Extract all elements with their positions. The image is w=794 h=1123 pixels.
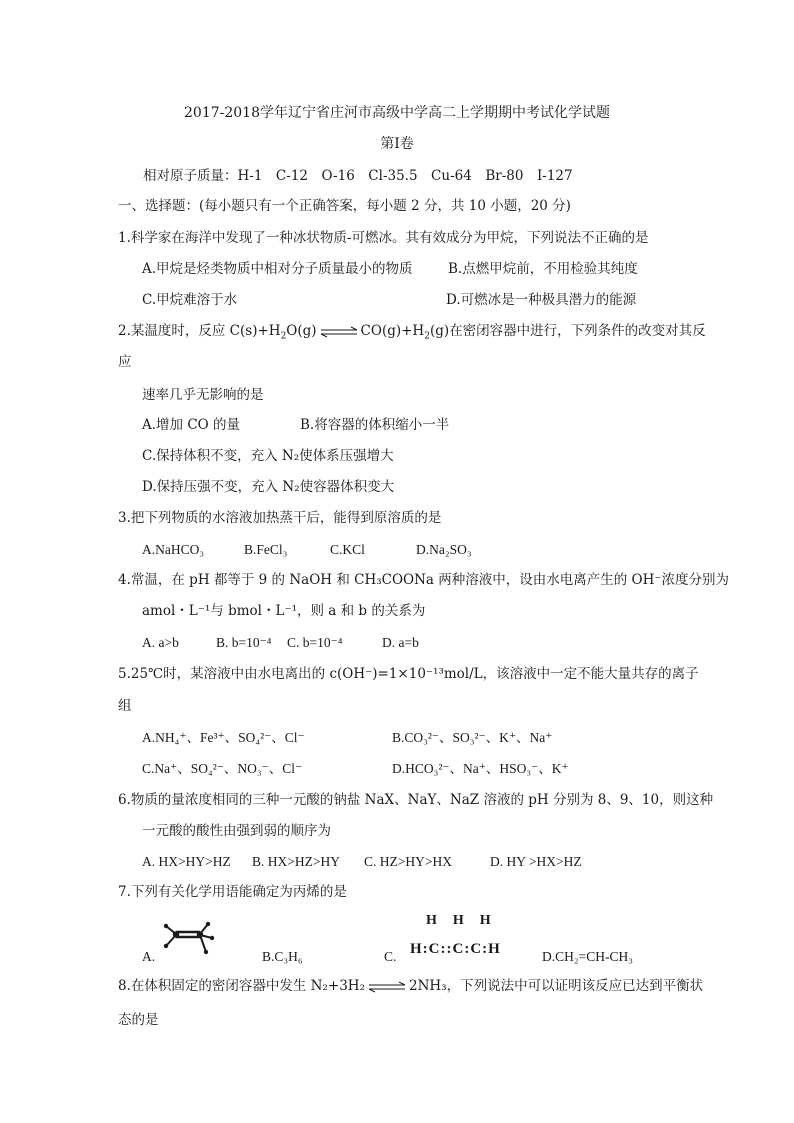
q8-stem-part1: 8.在体积固定的密闭容器中发生 N₂+3H₂ <box>118 978 365 994</box>
q2-stem-wrap: 应 <box>118 354 132 370</box>
q5-option-b: B.CO₃²⁻、SO₃²⁻、K⁺、Na⁺ <box>392 730 553 745</box>
q1-option-b: B.点燃甲烷前，不用检验其纯度 <box>448 261 638 277</box>
q6-stem-cont: 一元酸的酸性由强到弱的顺序为 <box>142 823 331 839</box>
q5-option-a: A.NH₄⁺、Fe³⁺、SO₄²⁻、Cl⁻ <box>142 730 305 745</box>
electron-formula-top: H H H <box>426 913 492 928</box>
q5-option-c: C.Na⁺、SO₄²⁻、NO₃⁻、Cl⁻ <box>142 761 303 776</box>
electron-formula-bottom: H:C::C:C:H <box>410 941 501 957</box>
q1-option-c: C.甲烷难溶于水 <box>142 292 238 308</box>
q7-option-d: D.CH₂=CH-CH₃ <box>542 949 633 964</box>
q3-option-c: C.KCl <box>330 542 365 557</box>
q4-option-d: D. a=b <box>382 635 419 650</box>
q7-stem: 7.下列有关化学用语能确定为丙烯的是 <box>118 884 347 900</box>
q2-option-a: A.增加 CO 的量 <box>142 417 241 433</box>
q3-option-b: B.FeCl₃ <box>244 542 288 557</box>
propene-ball-stick-model <box>162 918 218 960</box>
q2-stem-part4: (g)在密闭容器中进行，下列条件的改变对其反 <box>429 323 706 339</box>
q2-option-b: B.将容器的体积缩小一半 <box>300 417 450 433</box>
section-heading: 一、选择题：(每小题只有一个正确答案，每小题 2 分，共 10 小题，20 分) <box>118 198 571 214</box>
atomic-masses: 相对原子质量：H-1 C-12 O-16 Cl-35.5 Cu-64 Br-80 I-127 <box>143 168 573 184</box>
q4-option-a: A. a>b <box>142 635 179 650</box>
q5-stem-wrap: 组 <box>118 698 132 714</box>
q3-stem: 3.把下列物质的水溶液加热蒸干后，能得到原溶质的是 <box>118 510 442 526</box>
paper-title: 2017-2018学年辽宁省庄河市高级中学高二上学期期中考试化学试题 <box>184 105 610 121</box>
equilibrium-arrow <box>319 326 359 338</box>
q7-option-a-label: A. <box>142 949 156 964</box>
q6-option-d: D. HY >HX>HZ <box>490 854 582 869</box>
equilibrium-arrow <box>367 981 407 993</box>
q4-stem: 4.常温，在 pH 都等于 9 的 NaOH 和 CH₃COONa 两种溶液中，设由水电离产生的 OH⁻浓度分别为 <box>118 572 730 588</box>
q8-stem <box>118 977 703 995</box>
q7-option-c-label: C. <box>384 949 397 964</box>
q1-stem: 1.科学家在海洋中发现了一种冰状物质-可燃冰。其有效成分为甲烷，下列说法不正确的是 <box>118 230 649 246</box>
q2-stem: 2.某温度时，反应 $C(s)+H_2O(g)$ $CO(g)+H_2(g)$在密闭容器中进行，下列条件的改变对其反 <box>118 323 706 342</box>
q8-stem-wrap: 态的是 <box>118 1012 159 1028</box>
q1-option-a: A.甲烷是烃类物质中相对分子质量最小的物质 <box>142 261 413 277</box>
volume-label: 第Ⅰ卷 <box>380 136 414 152</box>
q2-stem-part1: 2.某温度时，反应 C(s)+H <box>118 323 281 339</box>
q2-stem-part2: O(g) <box>286 323 317 339</box>
q4-option-b: B. b=10⁻⁴ <box>216 635 272 650</box>
q6-stem: 6.物质的量浓度相同的三种一元酸的钠盐 NaX、NaY、NaZ 溶液的 pH 分别为 8、9、10，则这种 <box>118 792 714 808</box>
q3-option-a: A.NaHCO₃ <box>142 542 205 557</box>
q6-option-a: A. HX>HY>HZ <box>142 854 231 869</box>
q5-option-d: D.HCO₃²⁻、Na⁺、HSO₃⁻、K⁺ <box>392 761 569 776</box>
q1-option-d: D.可燃冰是一种极具潜力的能源 <box>446 292 637 308</box>
q2-option-d: D.保持压强不变，充入 N₂使容器体积变大 <box>142 479 395 495</box>
q4-stem-cont: amol・L⁻¹与 bmol・L⁻¹，则 a 和 b 的关系为 <box>142 603 426 619</box>
q6-option-c: C. HZ>HY>HX <box>364 854 452 869</box>
q5-stem: 5.25℃时，某溶液中由水电离出的 c(OH⁻)=1×10⁻¹³mol/L，该溶液中一定不能大量共存的离子 <box>118 666 699 682</box>
q6-option-b: B. HX>HZ>HY <box>252 854 340 869</box>
q2-stem-cont: 速率几乎无影响的是 <box>142 387 264 403</box>
q2-option-c: C.保持体积不变，充入 N₂使体系压强增大 <box>142 448 394 464</box>
q4-option-c: C. b=10⁻⁴ <box>287 635 343 650</box>
q7-option-b: B.C₃H₆ <box>262 949 303 964</box>
q3-option-d: D.Na₂SO₃ <box>416 542 472 557</box>
q8-stem-part2: 2NH₃，下列说法中可以证明该反应已达到平衡状 <box>408 978 704 994</box>
q2-stem-part3: CO(g)+H <box>360 323 425 339</box>
